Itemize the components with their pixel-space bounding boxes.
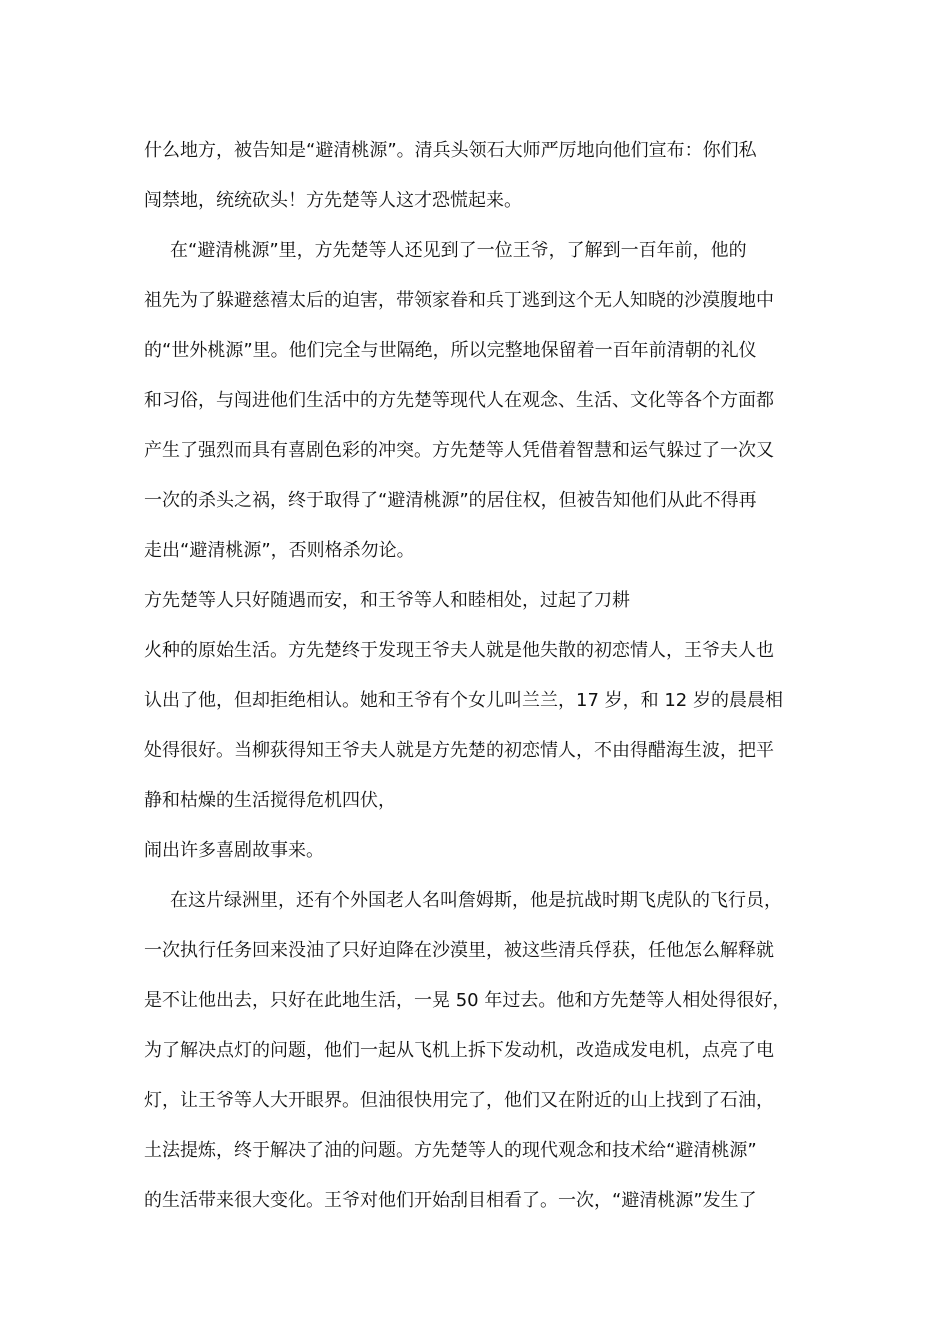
text-line: 处得很好。当柳荻得知王爷夫人就是方先楚的初恋情人，不由得醋海生波，把平	[144, 740, 774, 761]
text-line: 火种的原始生活。方先楚终于发现王爷夫人就是他失散的初恋情人，王爷夫人也	[144, 640, 774, 661]
text-line: 什么地方，被告知是“避清桃源”。清兵头领石大师严厉地向他们宣布：你们私	[144, 140, 757, 161]
document-body	[144, 126, 834, 1226]
text-line: 闹出许多喜剧故事来。	[144, 840, 324, 861]
text-line: 一次执行任务回来没油了只好迫降在沙漠里，被这些清兵俘获，任他怎么解释就	[144, 940, 774, 961]
text-line: 在这片绿洲里，还有个外国老人名叫詹姆斯，他是抗战时期飞虎队的飞行员，	[170, 890, 782, 911]
text-line: 在“避清桃源”里，方先楚等人还见到了一位王爷，了解到一百年前，他的	[170, 240, 747, 261]
text-line: 产生了强烈而具有喜剧色彩的冲突。方先楚等人凭借着智慧和运气躲过了一次又	[144, 440, 774, 461]
text-line: 祖先为了躲避慈禧太后的迫害，带领家眷和兵丁逃到这个无人知晓的沙漠腹地中	[144, 290, 774, 311]
text-line: 的“世外桃源”里。他们完全与世隔绝，所以完整地保留着一百年前清朝的礼仪	[144, 340, 757, 361]
text-line: 是不让他出去，只好在此地生活，一晃 50 年过去。他和方先楚等人相处得很好，	[144, 990, 791, 1011]
text-line: 静和枯燥的生活搅得危机四伏，	[144, 790, 396, 811]
text-line: 灯，让王爷等人大开眼界。但油很快用完了，他们又在附近的山上找到了石油，	[144, 1090, 774, 1111]
text-line: 为了解决点灯的问题，他们一起从飞机上拆下发动机，改造成发电机，点亮了电	[144, 1040, 774, 1061]
text-line: 的生活带来很大变化。王爷对他们开始刮目相看了。一次，“避清桃源”发生了	[144, 1190, 757, 1211]
text-line: 土法提炼，终于解决了油的问题。方先楚等人的现代观念和技术给“避清桃源”	[144, 1140, 757, 1161]
text-line: 和习俗，与闯进他们生活中的方先楚等现代人在观念、生活、文化等各个方面都	[144, 390, 774, 411]
text-line: 认出了他，但却拒绝相认。她和王爷有个女儿叫兰兰，17 岁，和 12 岁的晨晨相	[144, 690, 783, 711]
text-line: 走出“避清桃源”，否则格杀勿论。	[144, 540, 415, 561]
text-line: 闯禁地，统统砍头！方先楚等人这才恐慌起来。	[144, 190, 522, 211]
text-line: 一次的杀头之祸，终于取得了“避清桃源”的居住权，但被告知他们从此不得再	[144, 490, 757, 511]
text-line: 方先楚等人只好随遇而安，和王爷等人和睦相处，过起了刀耕	[144, 590, 630, 611]
